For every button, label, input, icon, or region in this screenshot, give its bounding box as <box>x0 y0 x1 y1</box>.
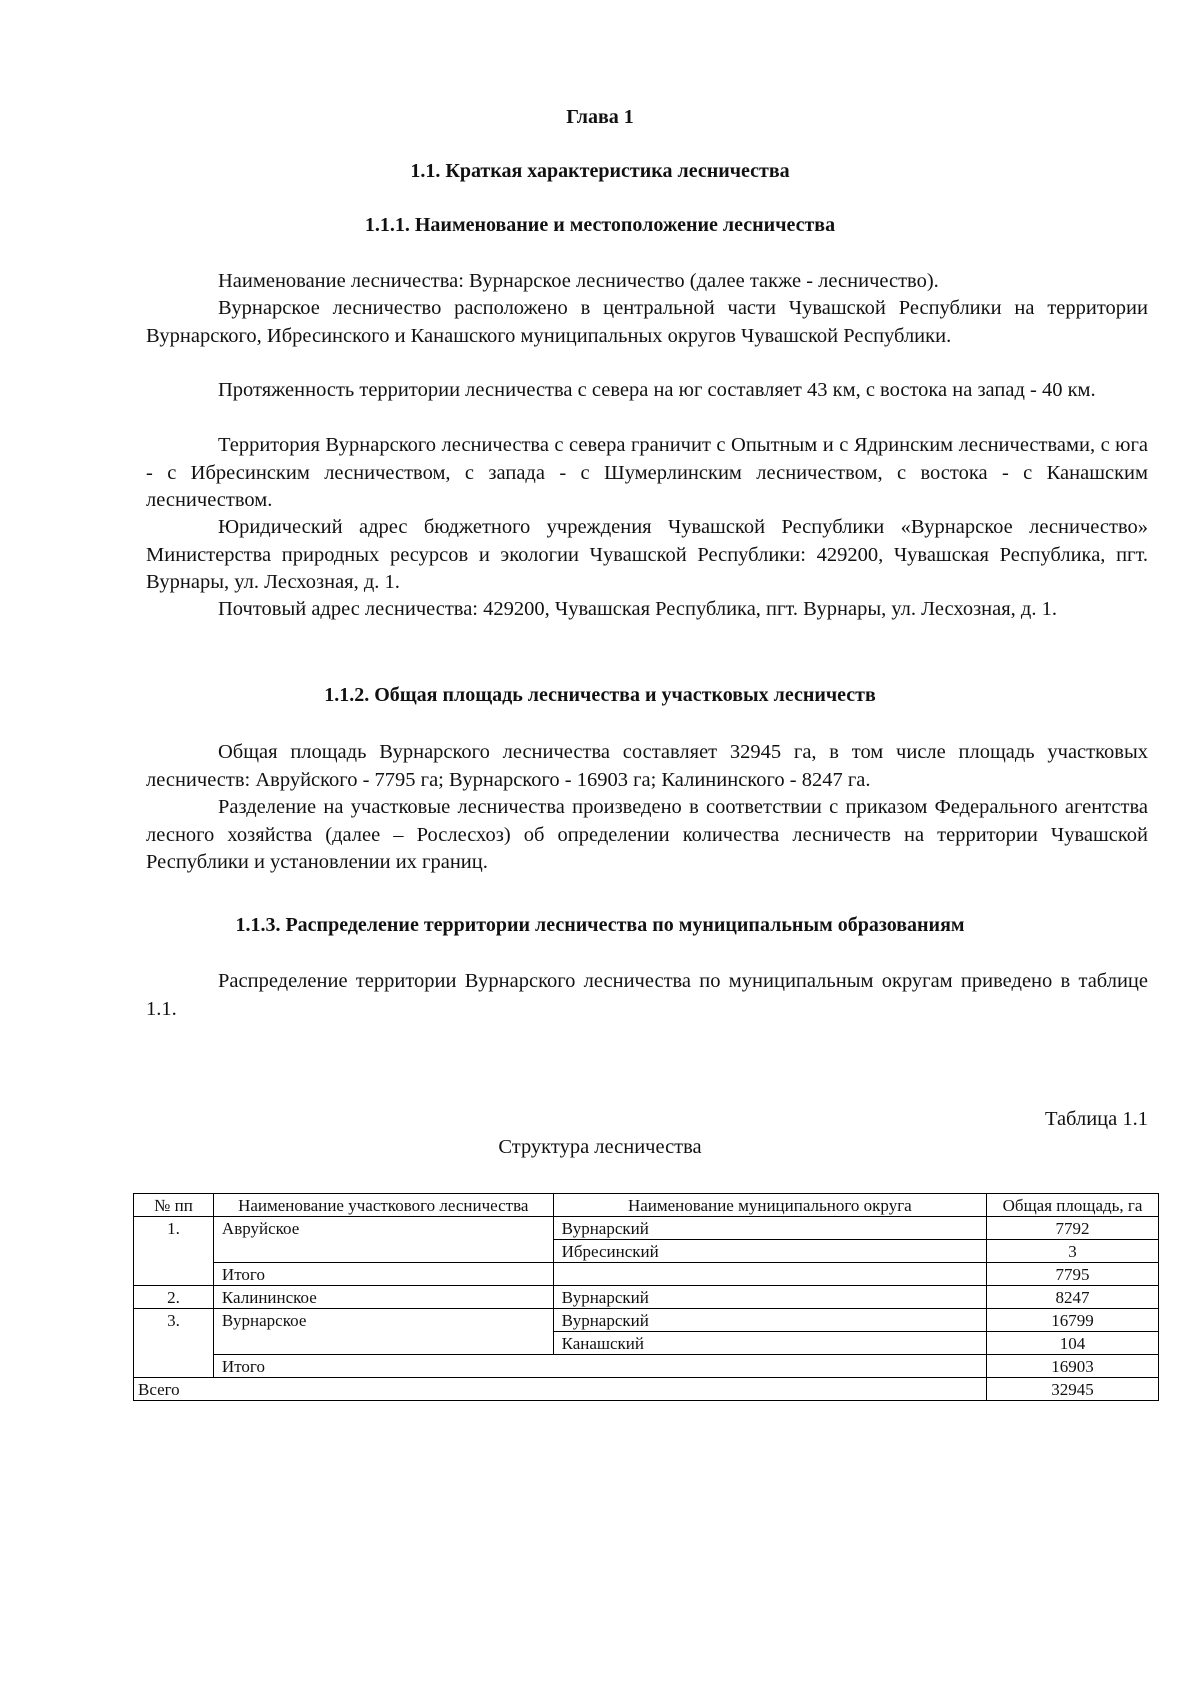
subtotal-label-cell: Итого <box>213 1263 553 1286</box>
subsection-heading-2: 1.1.2. Общая площадь лесничества и участковых лесничеств <box>324 684 876 706</box>
area-cell: 3 <box>987 1240 1159 1263</box>
table-row <box>134 1309 1159 1332</box>
district-cell: Вурнарский <box>553 1309 987 1332</box>
chapter-heading: Глава 1 <box>566 106 634 128</box>
row-number-cell: 1. <box>134 1217 214 1286</box>
row-number-cell: 3. <box>134 1309 214 1378</box>
area-cell: 7795 <box>987 1263 1159 1286</box>
paragraph-borders: Территория Вурнарского лесничества с севера граничит с Опытным и с Ядринским лесничествами, с юга - с Ибресинским лесничеством, с запада - с Шумерлинским лесничеством, с востока - с Канашским лесничеством. <box>146 434 1148 511</box>
area-cell: 16903 <box>987 1355 1159 1378</box>
paragraph-total-area: Общая площадь Вурнарского лесничества составляет 32945 га, в том числе площадь участковых лесничеств: Авруйского - 7795 га; Вурнарского - 16903 га; Калининского - 8247 га. <box>146 741 1148 791</box>
district-cell: Ибресинский <box>553 1240 987 1263</box>
total-area-cell: 32945 <box>987 1378 1159 1401</box>
row-number-cell: 2. <box>134 1286 214 1309</box>
area-cell: 16799 <box>987 1309 1159 1332</box>
area-cell: 7792 <box>987 1217 1159 1240</box>
table-row <box>134 1217 1159 1240</box>
table-total-row <box>134 1378 1159 1401</box>
district-cell <box>553 1263 987 1286</box>
forestry-structure-table <box>133 1193 1159 1401</box>
header-cell: № пп <box>134 1194 214 1217</box>
subsection-heading-3: 1.1.3. Распределение территории лесничества по муниципальным образованиям <box>235 914 965 936</box>
section-heading: 1.1. Краткая характеристика лесничества <box>410 160 790 182</box>
table-row <box>134 1286 1159 1309</box>
header-cell: Наименование муниципального округа <box>553 1194 987 1217</box>
table-row <box>134 1263 1159 1286</box>
table-number: Таблица 1.1 <box>1044 1108 1148 1130</box>
district-cell: Вурнарский <box>553 1286 987 1309</box>
area-cell: 104 <box>987 1332 1159 1355</box>
header-cell: Общая площадь, га <box>987 1194 1159 1217</box>
area-cell: 8247 <box>987 1286 1159 1309</box>
header-cell: Наименование участкового лесничества <box>213 1194 553 1217</box>
subtotal-label-cell: Итого <box>213 1355 986 1378</box>
table-row <box>134 1355 1159 1378</box>
district-cell: Вурнарский <box>553 1217 987 1240</box>
district-cell: Канашский <box>553 1332 987 1355</box>
paragraph-division: Разделение на участковые лесничества произведено в соответствии с приказом Федерального агентства лесного хозяйства (далее – Рослесхоз) об определении количества лесничеств на территории Чувашской Республики и установлении их границ. <box>146 796 1148 873</box>
paragraph-location: Вурнарское лесничество расположено в центральной части Чувашской Республики на территории Вурнарского, Ибресинского и Канашского муниципальных округов Чувашской Республики. <box>146 297 1148 347</box>
paragraph-extent: Протяженность территории лесничества с севера на юг составляет 43 км, с востока на запад - 40 км. <box>218 379 1096 401</box>
paragraph-name: Наименование лесничества: Вурнарское лесничество (далее также - лесничество). <box>218 270 939 292</box>
table-title: Структура лесничества <box>498 1136 702 1158</box>
forestry-cell: Вурнарское <box>213 1309 553 1355</box>
forestry-cell: Калининское <box>213 1286 553 1309</box>
paragraph-legal-address: Юридический адрес бюджетного учреждения Чувашской Республики «Вурнарское лесничество» Министерства природных ресурсов и экологии Чувашской Республики: 429200, Чувашская Республика, пгт. Вурнары, ул. Лесхозная, д. 1. <box>146 516 1148 593</box>
paragraph-postal-address: Почтовый адрес лесничества: 429200, Чувашская Республика, пгт. Вурнары, ул. Лесхозная, д. 1. <box>218 598 1057 620</box>
paragraph-distribution: Распределение территории Вурнарского лесничества по муниципальным округам приведено в таблице 1.1. <box>146 970 1148 1020</box>
table-header-row <box>134 1194 1159 1217</box>
forestry-cell: Авруйское <box>213 1217 553 1263</box>
total-label-cell: Всего <box>134 1378 987 1401</box>
subsection-heading-1: 1.1.1. Наименование и местоположение лесничества <box>364 214 836 236</box>
